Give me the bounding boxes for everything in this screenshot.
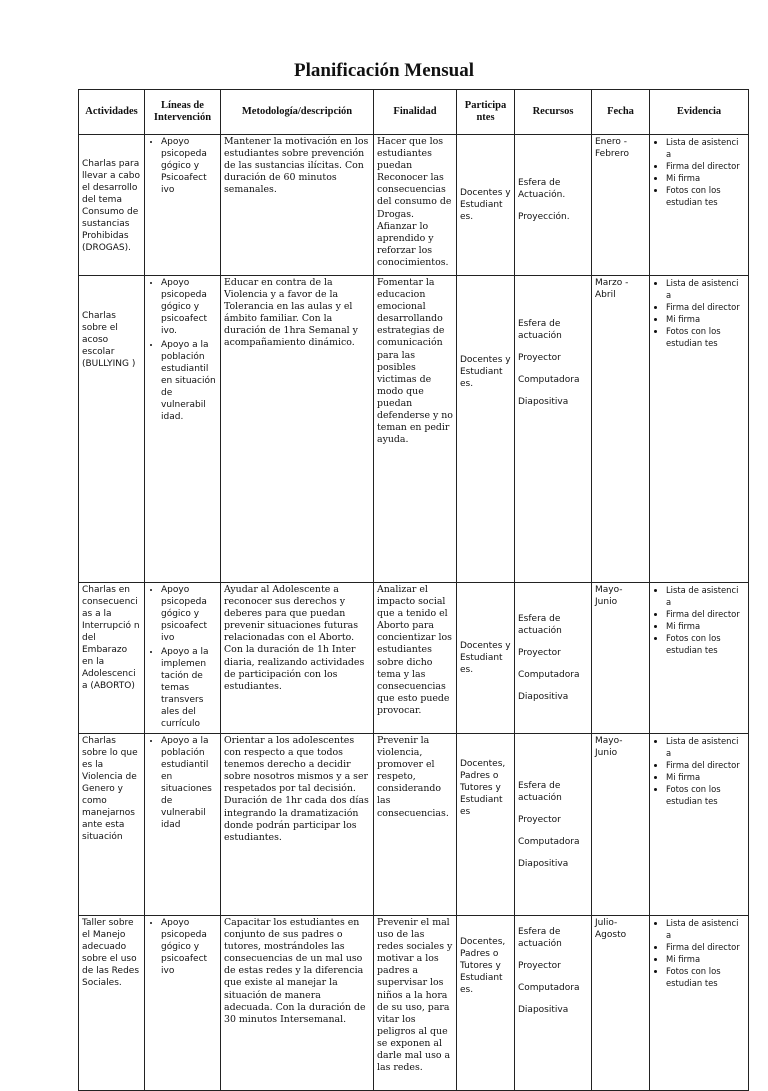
line-item: • Apoyo psicopeda gógico y psicoafect ivo. xyxy=(161,277,217,337)
methodology-cell: Capacitar los estudiantes en conjunto de sus padres o tutores, mostrándoles las consecuencias de un mal uso de estas redes y la diferencia que existe al manejar la situación de manera adecuada. Con la duración de 30 minutos Intersemanal. xyxy=(221,916,374,1091)
resources-cell xyxy=(515,135,592,276)
methodology-cell: Mantener la motivación en los estudiantes sobre prevención de las sustancias ilícitas. Con duración de 60 minutos semanales. xyxy=(221,135,374,276)
line-item: • Apoyo a la población estudiantil en situaciones de vulnerabil idad xyxy=(161,735,217,831)
lines-cell xyxy=(145,583,221,734)
evidence-item: • Lista de asistenci a xyxy=(666,584,745,608)
header-cell: Actividades xyxy=(79,90,145,135)
date-cell: Marzo - Abril xyxy=(592,276,650,583)
evidence-item: • Fotos con los estudian tes xyxy=(666,184,745,208)
resource-item: Proyector xyxy=(518,961,561,971)
evidence-item: • Lista de asistenci a xyxy=(666,917,745,941)
activity-cell: Charlas sobre lo que es la Violencia de Genero y como manejarnos ante esta situación xyxy=(79,734,145,916)
line-item: • Apoyo psicopeda gógico y psicoafect ivo xyxy=(161,917,217,977)
date-cell: Julio- Agosto xyxy=(592,916,650,1091)
evidence-cell xyxy=(650,916,749,1091)
activity-cell: Charlas sobre el acoso escolar (BULLYING ) xyxy=(79,276,145,583)
line-item: • Apoyo a la población estudiantil en situación de vulnerabil idad. xyxy=(161,339,217,423)
header-row xyxy=(79,90,749,135)
resource-item: Proyector xyxy=(518,648,561,658)
participants-cell: Docentes, Padres o Tutores y Estudiant es. xyxy=(457,916,515,1091)
evidence-item: • Mi firma xyxy=(666,313,745,325)
methodology-cell: Orientar a los adolescentes con respecto a que todos tenemos derecho a decidir sobre nosotros mismos y a ser respetados por tal decisión. Duración de 1hr cada dos días integrando la dramatización donde podrán participar los estudiantes. xyxy=(221,734,374,916)
activity-cell: Taller sobre el Manejo adecuado sobre el uso de las Redes Sociales. xyxy=(79,916,145,1091)
resource-item: Diapositiva xyxy=(518,859,569,869)
participants-cell: Docentes y Estudiant es. xyxy=(457,583,515,734)
line-item: • Apoyo psicopeda gógico y Psicoafect ivo xyxy=(161,136,217,196)
evidence-cell xyxy=(650,135,749,276)
evidence-item: • Mi firma xyxy=(666,953,745,965)
header-cell: Participa ntes xyxy=(457,90,515,135)
resource-item: Esfera de Actuación. xyxy=(518,178,566,200)
evidence-item: • Lista de asistenci a xyxy=(666,735,745,759)
table-row xyxy=(79,135,749,276)
evidence-item: • Firma del director xyxy=(666,301,745,313)
resource-item: Diapositiva xyxy=(518,397,569,407)
evidence-cell xyxy=(650,276,749,583)
purpose-cell: Prevenir la violencia, promover el respeto, considerando las consecuencias. xyxy=(374,734,457,916)
purpose-cell: Prevenir el mal uso de las redes sociales y motivar a los padres a supervisar los niños a la hora de su uso, para vitar los peligros al que se exponen al darle mal uso a las redes. xyxy=(374,916,457,1091)
methodology-cell: Educar en contra de la Violencia y a favor de la Tolerancia en las aulas y el ámbito familiar. Con la duración de 1hra Semanal y acompañamiento dinámico. xyxy=(221,276,374,583)
table-row xyxy=(79,734,749,916)
header-cell: Fecha xyxy=(592,90,650,135)
resources-cell xyxy=(515,916,592,1091)
line-item: • Apoyo psicopeda gógico y psicoafect ivo xyxy=(161,584,217,644)
evidence-cell xyxy=(650,583,749,734)
header-cell: Líneas de Intervención xyxy=(145,90,221,135)
resource-item: Proyector xyxy=(518,353,561,363)
date-cell: Mayo- Junio xyxy=(592,583,650,734)
table-row xyxy=(79,583,749,734)
evidence-cell xyxy=(650,734,749,916)
planning-table xyxy=(78,89,749,1091)
evidence-item: • Firma del director xyxy=(666,759,745,771)
lines-cell xyxy=(145,135,221,276)
evidence-item: • Firma del director xyxy=(666,160,745,172)
resource-item: Esfera de actuación xyxy=(518,614,562,636)
resource-item: Esfera de actuación xyxy=(518,319,562,341)
methodology-cell: Ayudar al Adolescente a reconocer sus derechos y deberes para que puedan prevenir situaciones futuras relacionadas con el Aborto. Con la duración de 1h Inter diaria, realizando actividades de participación con los estudiantes. xyxy=(221,583,374,734)
purpose-cell: Fomentar la educacion emocional desarrollando estrategias de comunicación para las posibles victimas de modo que puedan defenderse y no teman en pedir ayuda. xyxy=(374,276,457,583)
resource-item: Proyector xyxy=(518,815,561,825)
lines-cell xyxy=(145,734,221,916)
evidence-item: • Mi firma xyxy=(666,620,745,632)
table-row xyxy=(79,916,749,1091)
evidence-item: • Mi firma xyxy=(666,172,745,184)
resources-cell xyxy=(515,276,592,583)
purpose-cell: Analizar el impacto social que a tenido el Aborto para concientizar los estudiantes sobre dicho tema y las consecuencias que esto puede provocar. xyxy=(374,583,457,734)
evidence-item: • Fotos con los estudian tes xyxy=(666,965,745,989)
resource-item: Esfera de actuación xyxy=(518,781,562,803)
header-cell: Recursos xyxy=(515,90,592,135)
evidence-item: • Lista de asistenci a xyxy=(666,136,745,160)
evidence-item: • Fotos con los estudian tes xyxy=(666,325,745,349)
participants-cell: Docentes, Padres o Tutores y Estudiant es xyxy=(457,734,515,916)
lines-cell xyxy=(145,276,221,583)
line-item: • Apoyo a la implemen tación de temas transvers ales del currículo xyxy=(161,646,217,730)
resource-item: Computadora xyxy=(518,670,580,680)
resources-cell xyxy=(515,734,592,916)
resource-item: Diapositiva xyxy=(518,1005,569,1015)
evidence-item: • Firma del director xyxy=(666,608,745,620)
activity-cell: Charlas para llevar a cabo el desarrollo del tema Consumo de sustancias Prohibidas (DROGAS). xyxy=(79,135,145,276)
evidence-item: • Firma del director xyxy=(666,941,745,953)
resource-item: Computadora xyxy=(518,375,580,385)
page-title: Planificación Mensual xyxy=(294,60,474,81)
resource-item: Computadora xyxy=(518,983,580,993)
resource-item: Diapositiva xyxy=(518,692,569,702)
evidence-item: • Fotos con los estudian tes xyxy=(666,783,745,807)
header-cell: Finalidad xyxy=(374,90,457,135)
table-row xyxy=(79,276,749,583)
lines-cell xyxy=(145,916,221,1091)
resource-item: Esfera de actuación xyxy=(518,927,562,949)
evidence-item: • Fotos con los estudian tes xyxy=(666,632,745,656)
activity-cell: Charlas en consecuenci as a la Interrupció n del Embarazo en la Adolescenci a (ABORTO) xyxy=(79,583,145,734)
resource-item: Computadora xyxy=(518,837,580,847)
resource-item: Proyección. xyxy=(518,212,570,222)
resources-cell xyxy=(515,583,592,734)
participants-cell: Docentes y Estudiant es. xyxy=(457,135,515,276)
header-cell: Evidencia xyxy=(650,90,749,135)
participants-cell: Docentes y Estudiant es. xyxy=(457,276,515,583)
evidence-item: • Mi firma xyxy=(666,771,745,783)
purpose-cell: Hacer que los estudiantes puedan Reconocer las consecuencias del consumo de Drogas. Afianzar lo aprendido y reforzar los conocimientos. xyxy=(374,135,457,276)
evidence-item: • Lista de asistenci a xyxy=(666,277,745,301)
date-cell: Mayo- Junio xyxy=(592,734,650,916)
header-cell: Metodología/descripción xyxy=(221,90,374,135)
date-cell: Enero - Febrero xyxy=(592,135,650,276)
